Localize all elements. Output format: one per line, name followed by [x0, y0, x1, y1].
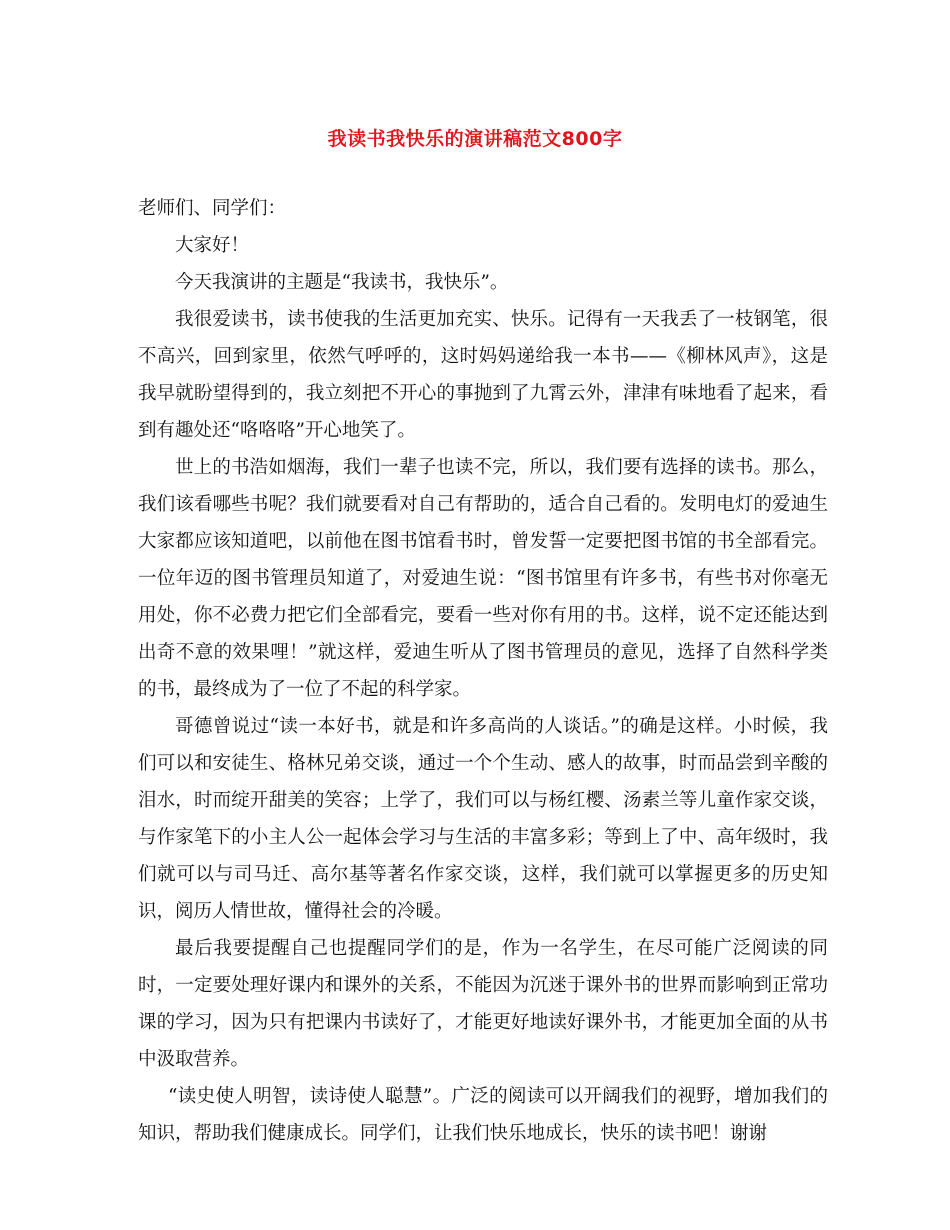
document-body [138, 190, 828, 1152]
paragraph-closing: “读史使人明智，读诗使人聪慧”。广泛的阅读可以开阔我们的视野，增加我们的知识，帮助我们健康成长。同学们，让我们快乐地成长，快乐的读书吧！谢谢 [138, 1086, 828, 1144]
paragraph-topic: 今天我演讲的主题是“我读书，我快乐”。 [175, 272, 509, 293]
document-title: 我读书我快乐的演讲稿范文800字 [327, 128, 623, 150]
salutation: 老师们、同学们： [138, 198, 287, 219]
paragraph-greeting: 大家好！ [175, 235, 250, 256]
paragraph-reminder: 最后我要提醒自己也提醒同学们的是，作为一名学生，在尽可能广泛阅读的同时，一定要处理好课内和课外的关系，不能因为沉迷于课外书的世界而影响到正常功课的学习，因为只有把课内书读好了，才能更好地读好课外书，才能更加全面的从书中汲取营养。 [138, 938, 828, 1070]
paragraph-love-reading: 我很爱读书，读书使我的生活更加充实、快乐。记得有一天我丢了一枝钢笔，很不高兴，回到家里，依然气呼呼的，这时妈妈递给我一本书——《柳林风声》，这是我早就盼望得到的，我立刻把不开心的事抛到了九霄云外，津津有味地看了起来，看到有趣处还“咯咯咯”开心地笑了。 [138, 309, 828, 441]
paragraph-goethe-quote: 哥德曾说过“读一本好书，就是和许多高尚的人谈话。”的确是这样。小时候，我们可以和安徒生、格林兄弟交谈，通过一个个生动、感人的故事，时而品尝到辛酸的泪水，时而绽开甜美的笑容；上学了，我们可以与杨红樱、汤素兰等儿童作家交谈，与作家笔下的小主人公一起体会学习与生活的丰富多彩；等到上了中、高年级时，我们就可以与司马迁、高尔基等著名作家交谈，这样，我们就可以掌握更多的历史知识，阅历人情世故，懂得社会的冷暖。 [138, 716, 828, 922]
paragraph-choose-books: 世上的书浩如烟海，我们一辈子也读不完，所以，我们要有选择的读书。那么，我们该看哪些书呢？我们就要看对自己有帮助的，适合自己看的。发明电灯的爱迪生大家都应该知道吧，以前他在图书馆看书时，曾发誓一定要把图书馆的书全部看完。一位年迈的图书管理员知道了，对爱迪生说：“图书馆里有许多书，有些书对你毫无用处，你不必费力把它们全部看完，要看一些对你有用的书。这样，说不定还能达到出奇不意的效果哩！”就这样，爱迪生听从了图书管理员的意见，选择了自然科学类的书，最终成为了一位了不起的科学家。 [138, 457, 828, 700]
